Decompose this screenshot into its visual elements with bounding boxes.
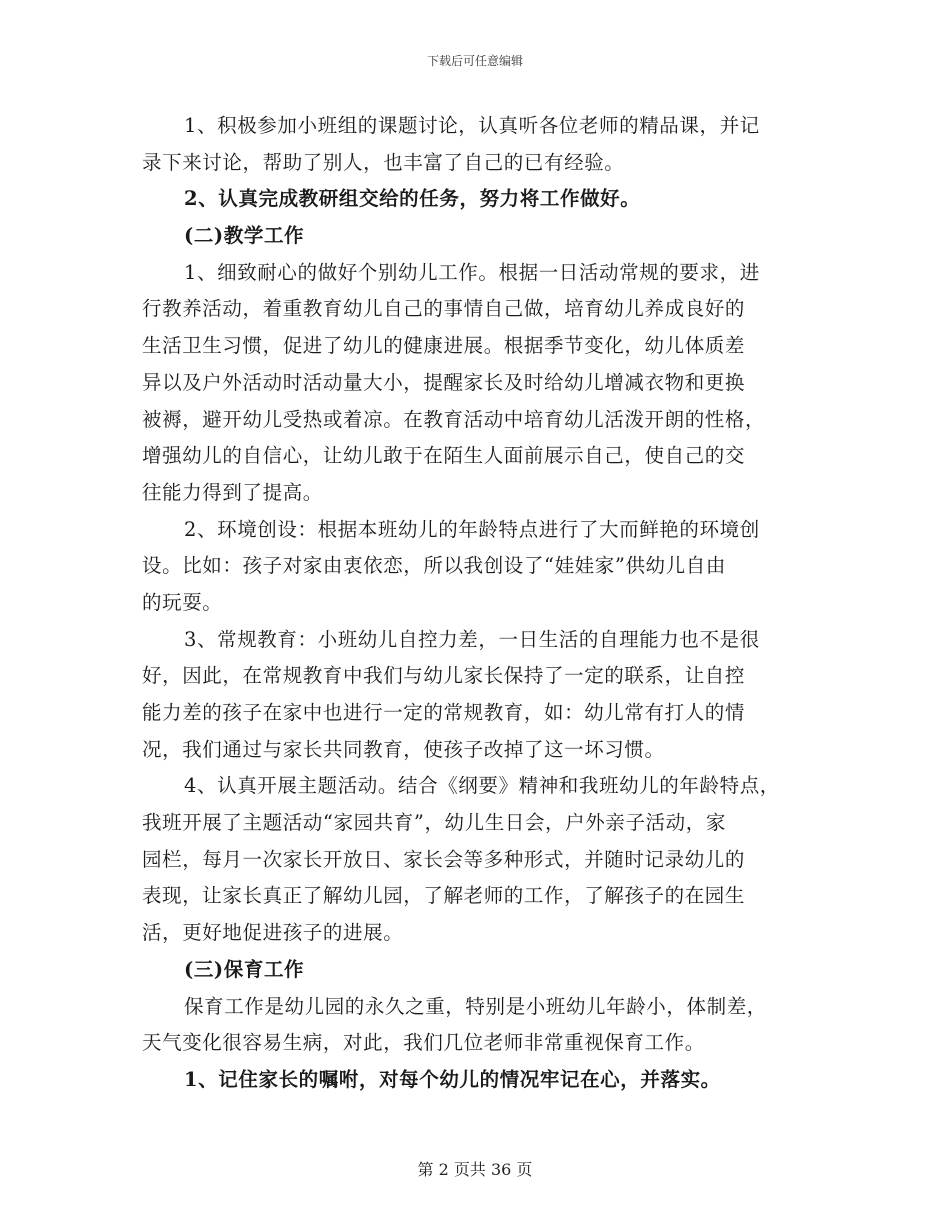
section-heading: (三)保育工作 xyxy=(184,957,305,981)
text-line: 异以及户外活动时活动量大小，提醒家长及时给幼儿增减衣物和更换 xyxy=(142,370,746,394)
page-number: 第 2 页共 36 页 xyxy=(417,1160,533,1179)
text-line: 况，我们通过与家长共同教育，使孩子改掉了这一坏习惯。 xyxy=(142,737,665,761)
text-line: 表现，让家长真正了解幼儿园，了解老师的工作，了解孩子的在园生 xyxy=(142,884,746,908)
text-line: 生活卫生习惯，促进了幼儿的健康进展。根据季节变化，幼儿体质差 xyxy=(142,334,746,358)
text-line: 我班开展了主题活动“家园共育”，幼儿生日会，户外亲子活动，家 xyxy=(142,811,726,835)
text-line: 被褥，避开幼儿受热或着凉。在教育活动中培育幼儿活泼开朗的性格， xyxy=(142,407,766,431)
text-line: 设。比如：孩子对家由衷依恋，所以我创设了“娃娃家”供幼儿自由 xyxy=(142,554,726,578)
document-body xyxy=(142,108,814,1099)
bold-item: 1、记住家长的嘱咐，对每个幼儿的情况牢记在心，并落实。 xyxy=(184,1067,721,1091)
text-line: 能力差的孩子在家中也进行一定的常规教育，如：幼儿常有打人的情 xyxy=(142,701,746,724)
text-line: 1、积极参加小班组的课题讨论，认真听各位老师的精品课，并记 xyxy=(184,114,760,137)
text-line: 往能力得到了提高。 xyxy=(142,480,323,504)
text-line: 3、常规教育：小班幼儿自控力差，一日生活的自理能力也不是很 xyxy=(184,627,760,651)
text-line: 保育工作是幼儿园的永久之重，特别是小班幼儿年龄小，体制差， xyxy=(184,994,767,1018)
section-heading: (二)教学工作 xyxy=(184,224,305,248)
text-line: 好，因此，在常规教育中我们与幼儿家长保持了一定的联系，让自控 xyxy=(142,664,746,688)
text-line: 行教养活动，着重教育幼儿自己的事情自己做，培育幼儿养成良好的 xyxy=(142,297,746,321)
text-line: 增强幼儿的自信心，让幼儿敢于在陌生人面前展示自己，使自己的交 xyxy=(142,444,746,468)
text-line: 1、细致耐心的做好个别幼儿工作。根据一日活动常规的要求，进 xyxy=(184,260,760,284)
text-line: 活，更好地促进孩子的进展。 xyxy=(142,921,404,945)
bold-item: 2、认真完成教研组交给的任务，努力将工作做好。 xyxy=(184,187,641,211)
text-line: 2、环境创设：根据本班幼儿的年龄特点进行了大而鲜艳的环境创 xyxy=(184,517,760,541)
text-line: 录下来讨论，帮助了别人，也丰富了自己的已有经验。 xyxy=(142,150,625,174)
page-header-note: 下载后可任意编辑 xyxy=(426,54,523,68)
text-line: 园栏，每月一次家长开放日、家长会等多种形式，并随时记录幼儿的 xyxy=(142,847,746,871)
text-line: 天气变化很容易生病，对此，我们几位老师非常重视保育工作。 xyxy=(142,1031,705,1055)
text-line: 的玩耍。 xyxy=(142,590,223,614)
text-line: 4、认真开展主题活动。结合《纲要》精神和我班幼儿的年龄特点， xyxy=(184,774,780,798)
